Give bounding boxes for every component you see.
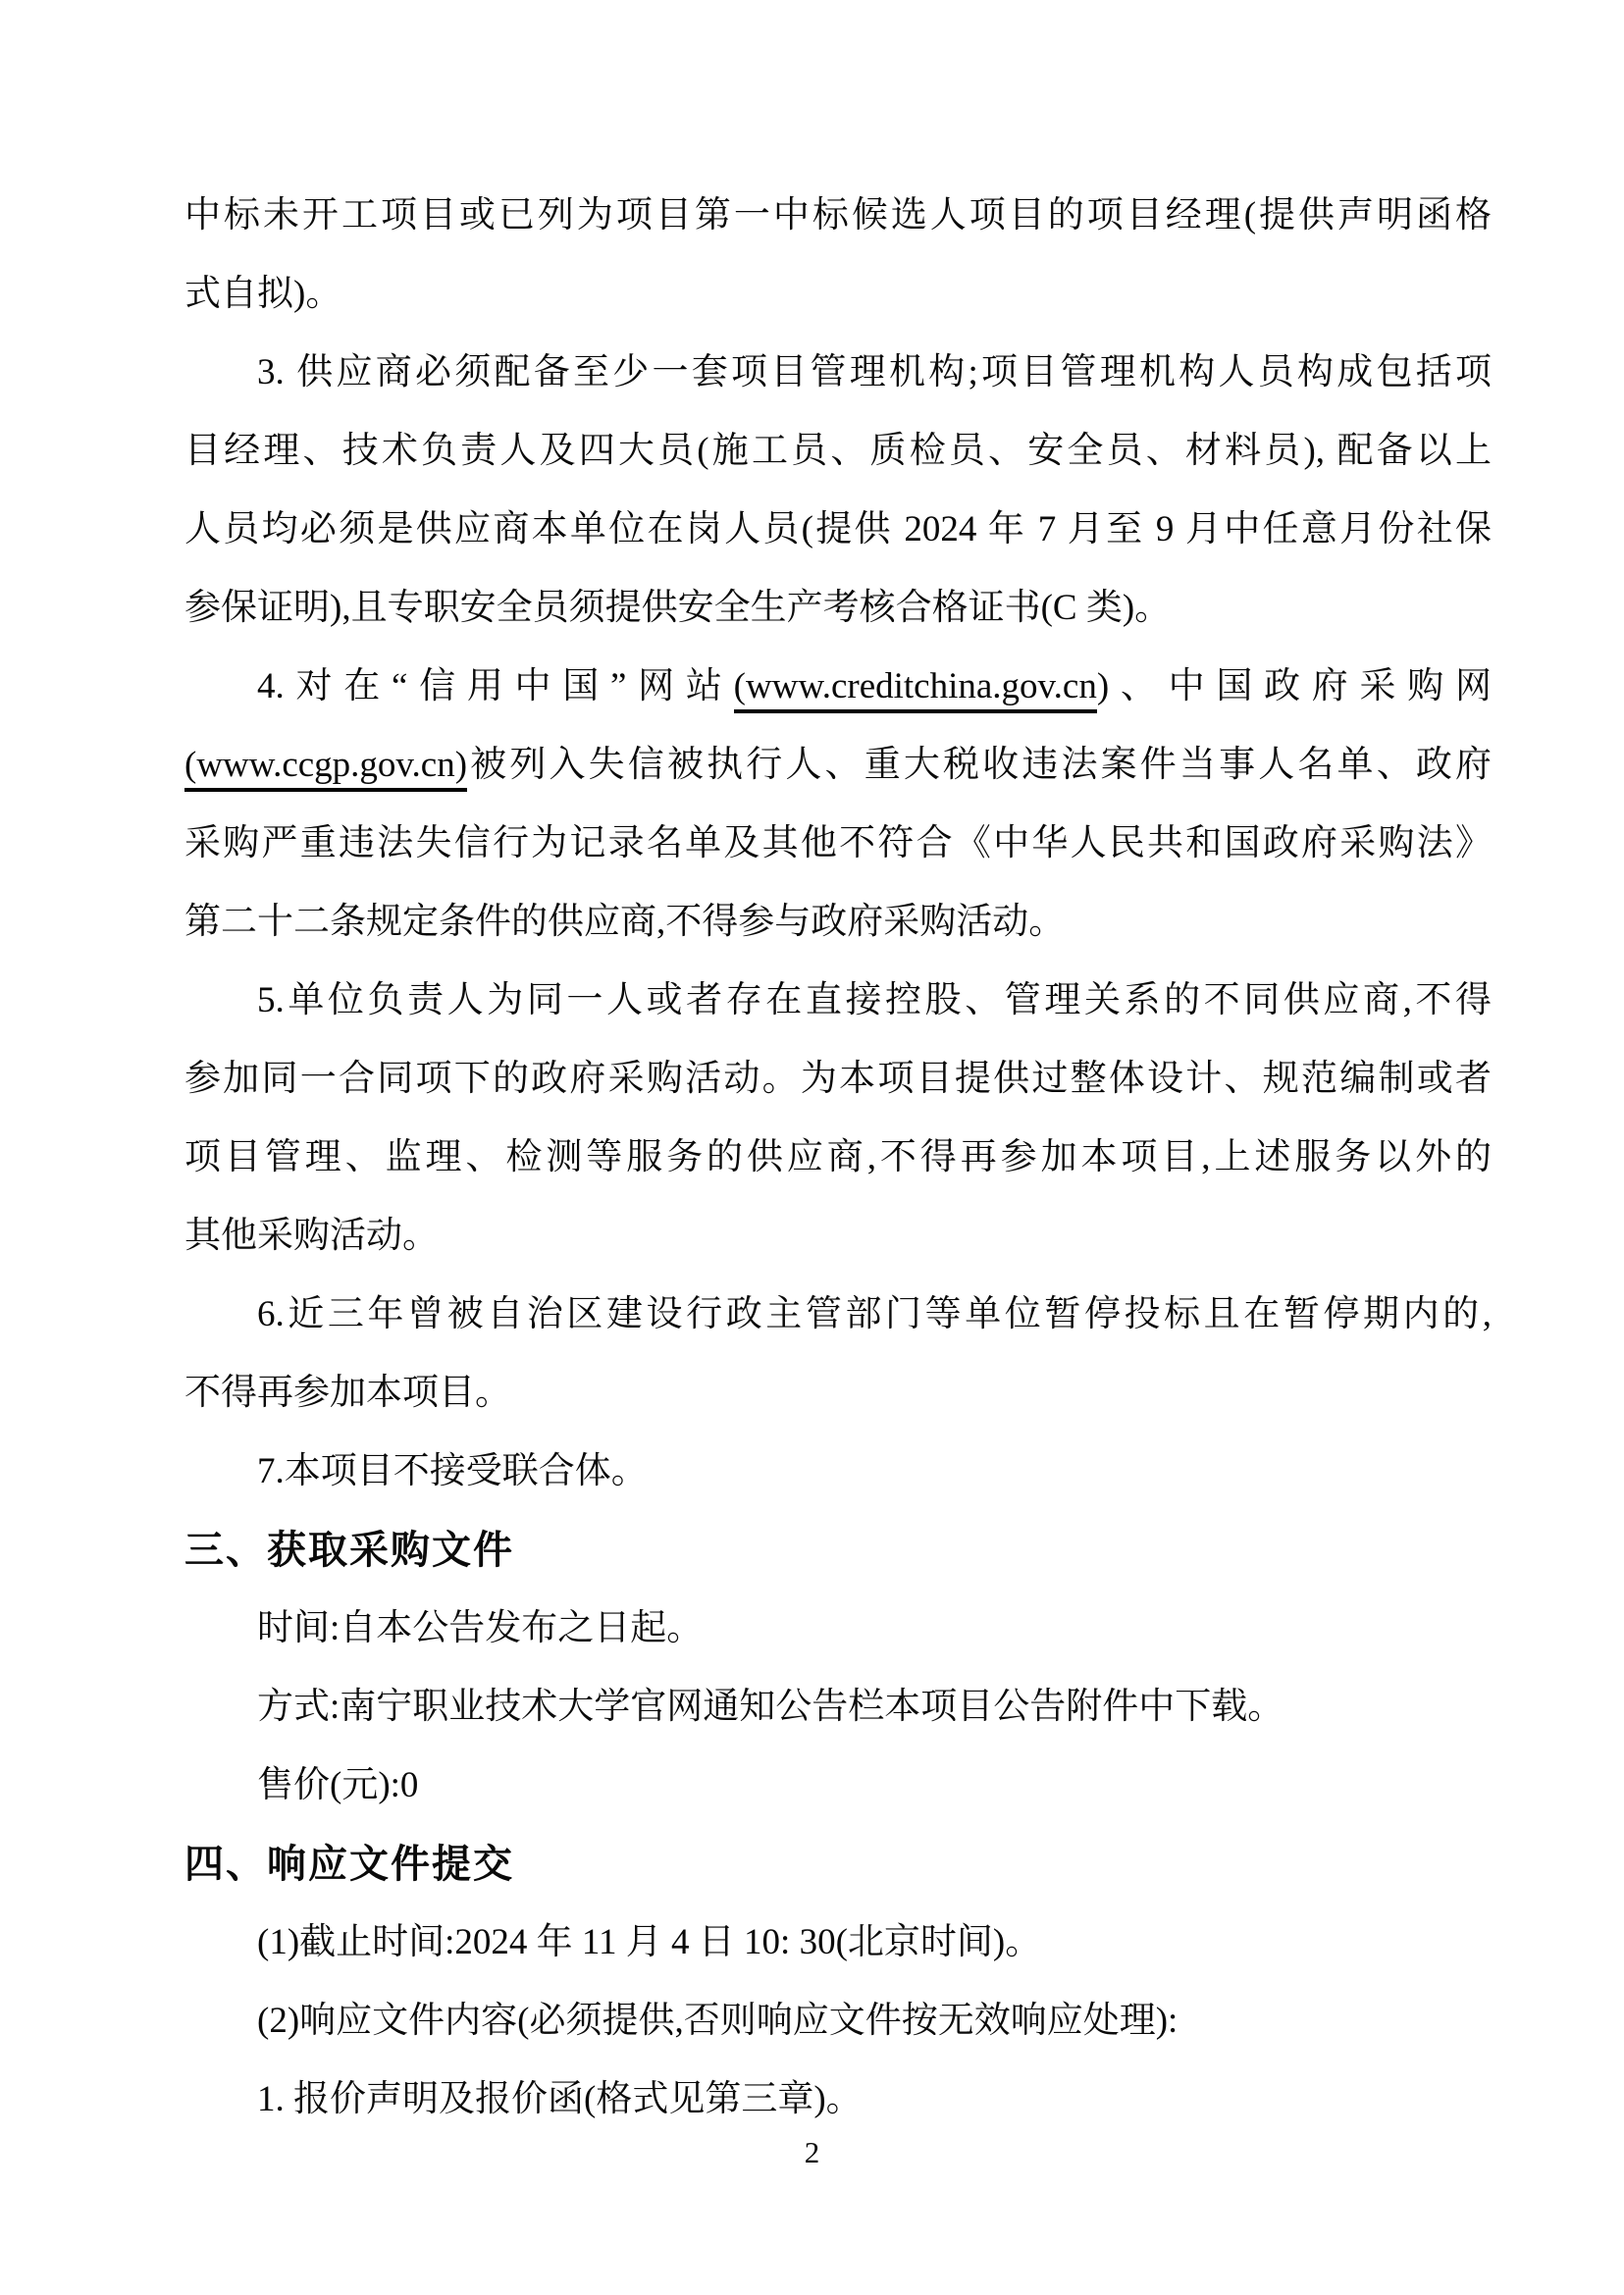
document-content (184, 177, 1492, 2139)
text-run: 时间:自本公告发布之日起。 (257, 1608, 704, 1648)
text-run: 参保证明),且专职安全员须提供安全生产考核合格证书(C 类)。 (184, 588, 1172, 628)
text-run: 不得再参加本项目。 (184, 1373, 511, 1413)
doc-line (184, 1904, 1492, 1982)
doc-line (184, 1040, 1492, 1119)
page-footer (0, 2131, 1624, 2174)
text-run: 目经理、技术负责人及四大员(施工员、质检员、安全员、材料员), 配备以上 (184, 431, 1492, 471)
doc-line (184, 1590, 1492, 1668)
doc-line (184, 412, 1492, 491)
text-run: 四、响应文件提交 (184, 1842, 514, 1886)
doc-line (184, 1197, 1492, 1276)
text-run: 式自拟)。 (184, 274, 342, 314)
text-run: 被列入失信被执行人、重大税收违法案件当事人名单、政府 (467, 745, 1492, 785)
doc-line (184, 726, 1492, 805)
doc-line (184, 491, 1492, 569)
text-run: (1)截止时间:2024 年 11 月 4 日 10: 30(北京时间)。 (257, 1922, 1042, 1962)
text-run: 采购严重违法失信行为记录名单及其他不符合《中华人民共和国政府采购法》 (184, 823, 1492, 863)
doc-line (184, 1276, 1492, 1354)
doc-line (184, 1668, 1492, 1747)
doc-line (184, 1433, 1492, 1511)
text-run: 参加同一合同项下的政府采购活动。为本项目提供过整体设计、规范编制或者 (184, 1059, 1492, 1099)
text-run: 第二十二条规定条件的供应商,不得参与政府采购活动。 (184, 902, 1066, 942)
section-heading (184, 1511, 1492, 1590)
text-run: 7.本项目不接受联合体。 (257, 1451, 648, 1491)
text-run: 1. 报价声明及报价函(格式见第三章)。 (257, 2079, 863, 2119)
text-run: 三、获取采购文件 (184, 1528, 514, 1572)
doc-line (184, 1982, 1492, 2060)
section-heading (184, 1825, 1492, 1904)
doc-line (184, 334, 1492, 412)
hyperlink-url[interactable]: (www.ccgp.gov.cn) (184, 745, 467, 792)
text-run: 6.近三年曾被自治区建设行政主管部门等单位暂停投标且在暂停期内的, (257, 1294, 1492, 1334)
doc-line (184, 177, 1492, 255)
doc-line (184, 1747, 1492, 1825)
doc-line (184, 805, 1492, 883)
text-run: 方式:南宁职业技术大学官网通知公告栏本项目公告附件中下载。 (257, 1687, 1284, 1727)
text-run: )、中国政府采购网 (1096, 666, 1492, 706)
hyperlink-url[interactable]: (www.creditchina.gov.cn (734, 666, 1097, 713)
text-run: (2)响应文件内容(必须提供,否则响应文件按无效响应处理): (257, 2001, 1179, 2041)
doc-line (184, 883, 1492, 962)
text-run: 5.单位负责人为同一人或者存在直接控股、管理关系的不同供应商,不得 (257, 980, 1492, 1020)
text-run: 其他采购活动。 (184, 1216, 439, 1256)
doc-line (184, 2060, 1492, 2139)
text-run: 售价(元):0 (257, 1765, 419, 1805)
text-run: 人员均必须是供应商本单位在岗人员(提供 2024 年 7 月至 9 月中任意月份社保 (184, 509, 1492, 549)
doc-line (184, 569, 1492, 648)
text-run: 中标未开工项目或已列为项目第一中标候选人项目的项目经理(提供声明函格 (184, 195, 1492, 235)
doc-line (184, 255, 1492, 334)
text-run: 4.对在“信用中国”网站 (257, 666, 734, 706)
doc-line (184, 1354, 1492, 1433)
page-number: 2 (804, 2135, 820, 2169)
text-run: 项目管理、监理、检测等服务的供应商,不得再参加本项目,上述服务以外的 (184, 1137, 1492, 1177)
doc-line (184, 962, 1492, 1040)
doc-line (184, 1119, 1492, 1197)
doc-line (184, 648, 1492, 726)
text-run: 3. 供应商必须配备至少一套项目管理机构;项目管理机构人员构成包括项 (257, 352, 1492, 392)
